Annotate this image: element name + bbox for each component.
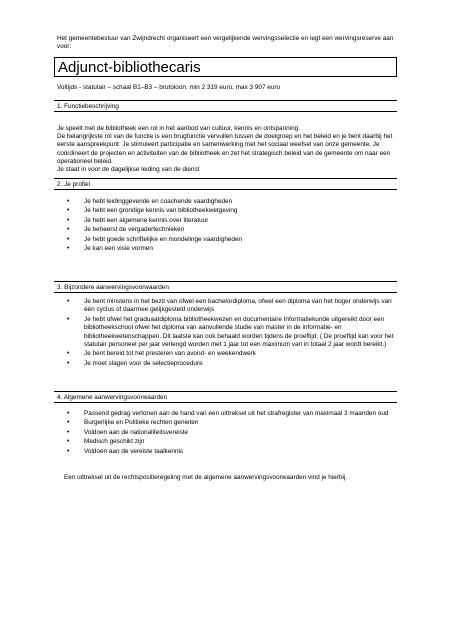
section-heading: 1. Functiebeschrijving (57, 103, 119, 110)
list-item: • Je hebt een grondige kennis van bibliotheekwetgeving (67, 207, 238, 215)
bullet-icon: • (67, 428, 70, 436)
bullet-icon: • (67, 359, 70, 367)
bullet-icon: • (67, 198, 70, 205)
subtitle-text: Voltijds - statutair – schaal B1–B3 – brutoloon: min 2 319 euro, max 3 907 euro (57, 84, 281, 91)
bullet-icon: • (67, 410, 70, 417)
list-item: • Je hebt leidinggevende en coachende vaardigheden (67, 198, 233, 205)
profiel-list (57, 198, 395, 254)
section-header-bijzondere-voorwaarden (54, 281, 397, 293)
page-title: Adjunct-bibliothecaris (58, 59, 201, 76)
list-item: • Je bent bereid tot het presteren van avond- en weekendwerk (67, 350, 256, 358)
list-item: • Voldoen aan de vereiste taalkennis (67, 447, 184, 455)
algemene-list (57, 410, 395, 457)
list-item: • Je kan een visie vormen (67, 245, 153, 253)
list-item: • Passend gedrag vertonen aan de hand van een uittreksel uit het strafregister van maximaal 3 maanden oud (67, 410, 389, 417)
list-item: • Je hebt ofwel het graduaatdiploma bibliotheekwezen en documentaire Informatiekunde uitgereikt door een bibliotheekschool ofwel het diploma van aanvullende studie van master in de informatie- en bibliotheekwetenschappen. Dit laatste kan ook behaald worden tijdens de proeftijd. ( De proeftijd kan voor het statutair personeel per jaar verlengd worden met 1 jaar tot een maximum van in totaal 2 jaar wordt bereikt.) (67, 315, 394, 349)
bullet-icon: • (67, 216, 70, 224)
bullet-icon: • (67, 226, 70, 234)
list-item: • Je bent minstens in het bezit van ofwel een bachelordiploma, ofwel een diploma van het hoger onderwijs van één cyclus of daarmee gelijkgesteld onderwijs (67, 298, 392, 314)
functie-paragraph-3: Je staat in voor de dagelijkse leiding van de dienst (57, 166, 200, 173)
intro-text: Het gemeentebestuur van Zwijndrecht organiseert een vergelijkende wervingsselectie en legt een wervingsreserve aan voor: (57, 35, 394, 51)
bullet-icon: • (67, 235, 70, 243)
title-box (54, 57, 397, 77)
list-item: • Voldoen aan de nationaliteitsvereiste (67, 428, 189, 436)
section-header-functiebeschrijving (54, 100, 397, 112)
section-header-profiel (54, 178, 397, 190)
bullet-icon: • (67, 447, 70, 455)
bullet-icon: • (67, 350, 70, 358)
bullet-icon: • (67, 438, 70, 446)
bullet-icon: • (67, 245, 70, 253)
bullet-icon: • (67, 315, 70, 323)
functie-paragraph-1: Je speelt met de bibliotheek een rol in het aanbod van cultuur, kennis en ontspanning. (57, 125, 301, 132)
section-heading: 3. Bijzondere aanwervingsvoorwaarden (57, 284, 169, 291)
list-item: • Je moet slagen voor de selectieprocedure (67, 359, 203, 367)
list-item: • Burgerlijke en Politieke rechten genieten (67, 419, 199, 427)
section-heading: 4. Algemene aanwervingsvoorwaarden (57, 394, 168, 401)
list-item: • Je hebt een algemene kennis over literatuur (67, 216, 209, 224)
bullet-icon: • (67, 298, 70, 305)
section-heading: 2. Je profiel (57, 181, 91, 188)
functie-paragraph-2: De belangrijkste rol van de functie is een brugfunctie vervullen tussen de doelgroep en het beleid en je bent daarbij het eerste aanspreekpunt. Je stimuleert participatie en samenwerking met het sociaal weefsel van onze gemeente. Je coördineert de projecten en activiteiten van de bibliotheek en zet het strategisch beleid van de gemeente om naar een operationeel beleid. (57, 133, 393, 166)
list-item: • Je hebt goede schriftelijke en mondelinge vaardigheden (67, 235, 243, 243)
list-item: • Medisch geschikt zijn (67, 438, 145, 446)
closing-text: Een uittreksel uit de rechtspositieregeling met de algemene aanwervingsvoorwaarden vind je hierbij. (64, 474, 348, 481)
bijzondere-list (57, 298, 395, 369)
list-item: • Je beheerst de vergadertechnieken (67, 226, 185, 234)
bullet-icon: • (67, 419, 70, 427)
bullet-icon: • (67, 207, 70, 215)
section-header-algemene-voorwaarden (54, 391, 397, 403)
